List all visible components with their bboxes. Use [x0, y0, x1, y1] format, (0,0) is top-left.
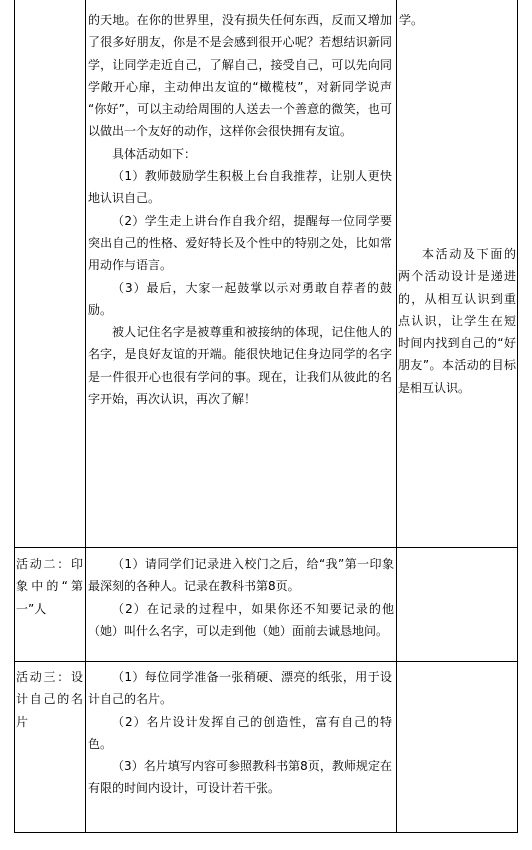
- activity-2-step-1: （1）请同学们记录进入校门之后，给“我”第一印象最深刻的各种人。记录在教科书第8页。: [88, 557, 394, 594]
- right-top-fragment: 学。: [399, 13, 424, 27]
- step-2-paragraph: （2）学生走上讲台作自我介绍，提醒每一位同学要突出自己的性格、爱好特长及个性中的特别之处，比如常用动作与语言。: [88, 213, 392, 273]
- activity-3-content: [88, 666, 392, 800]
- activities-heading: 具体活动如下：: [112, 146, 197, 161]
- row-divider-2: [14, 661, 518, 662]
- activity-2-content: [88, 553, 394, 642]
- table-column-divider-1: [85, 0, 86, 833]
- intro-paragraph: 的天地。在你的世界里，没有损失任何东西，反而又增加了很多好朋友，你是不是会感到很开心呢？若想结识新同学，让同学走近自己，了解自己，接受自己，可以先向同学敞开心扉，主动伸出友谊的“橄榄枝”，对新同学说声 “你好”，可以主动给周围的人送去一个善意的微笑，也可以做出一个友好的动作，这样你会很快拥有友谊。: [88, 13, 392, 139]
- design-note: 本活动及下面的两个活动设计是递进的，从相互认识到重点认识，让学生在短时间内找到自己的“好朋友”。本活动的目标是相互认识。: [398, 247, 516, 395]
- table-column-divider-2: [396, 0, 397, 833]
- closing-paragraph: 被人记住名字是被尊重和被接纳的体现，记住他人的名字，是良好友谊的开端。能很快地记住身边同学的名字是一件很开心也很有学问的事。现在，让我们从彼此的名字开始，再次认识，再次了解！: [88, 325, 392, 407]
- step-3-paragraph: （3）最后，大家一起鼓掌以示对勇敢自荐者的鼓励。: [88, 280, 392, 317]
- activity-3-step-1: （1）每位同学准备一张稍硬、漂亮的纸张，用于设计自己的名片。: [88, 670, 392, 707]
- table-border-left: [14, 0, 15, 833]
- table-border-right: [517, 0, 518, 833]
- row-divider-1: [14, 547, 518, 548]
- main-activity-cell: [88, 9, 392, 410]
- table-border-bottom: [14, 832, 518, 833]
- activity-3-label: 活动三：设计自己的名片: [16, 670, 83, 729]
- activity-2-label: 活动二：印象中的“第一”人: [16, 557, 83, 616]
- step-1-paragraph: （1）教师鼓励学生积极上台自我推荐，让别人更快地认识自己。: [88, 169, 392, 206]
- activity-3-step-2: （2）名片设计发挥自己的创造性，富有自己的特色。: [88, 714, 392, 751]
- activity-3-step-3: （3）名片填写内容可参照教科书第8页，教师规定在有限的时间内设计，可设计若干张。: [88, 759, 392, 796]
- activity-2-step-2: （2）在记录的过程中，如果你还不知要记录的他（她）叫什么名字，可以走到他（她）面前去诚恳地问。: [88, 601, 394, 638]
